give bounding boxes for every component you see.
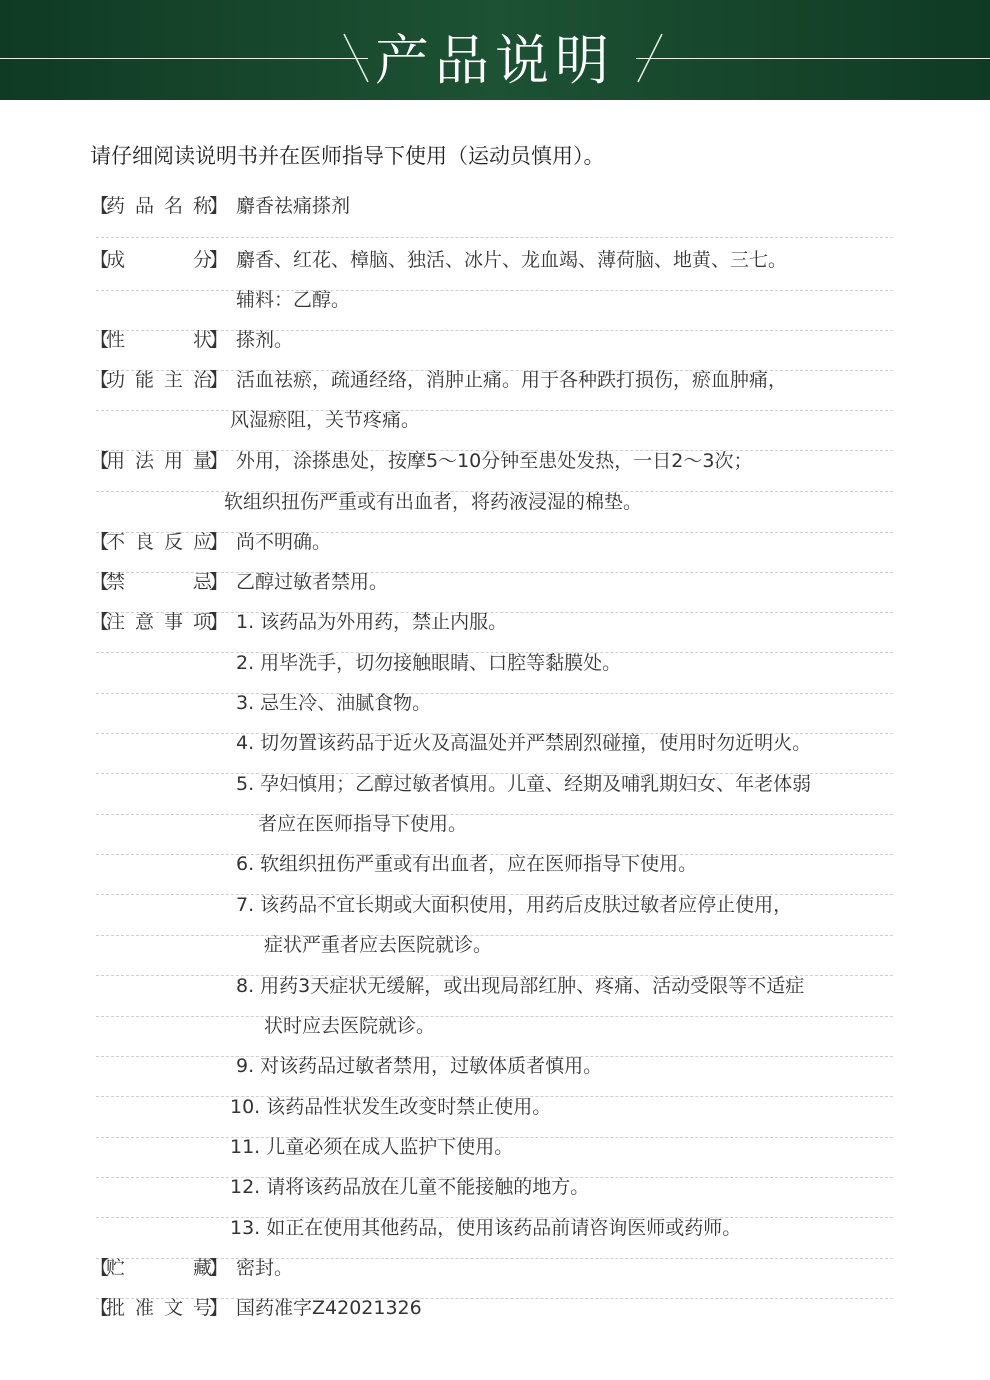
- spec-value: 麝香祛痛搽剂: [236, 195, 351, 217]
- row-divider: [96, 410, 893, 411]
- spec-value: 辅料：乙醇。: [236, 289, 351, 311]
- spec-value: 12. 请将该药品放在儿童不能接触的地方。: [230, 1176, 590, 1198]
- spec-value: 1. 该药品为外用药，禁止内服。: [236, 611, 508, 633]
- spec-value: 风湿瘀阻，关节疼痛。: [230, 409, 421, 431]
- header-banner: [0, 0, 990, 100]
- spec-value: 者应在医师指导下使用。: [258, 813, 468, 835]
- spec-value: 外用，涂搽患处，按摩5～10分钟至患处发热，一日2～3次；: [236, 450, 753, 472]
- row-divider: [96, 814, 893, 815]
- spec-value: 2. 用毕洗手，切勿接触眼睛、口腔等黏膜处。: [236, 652, 622, 674]
- spec-value: 9. 对该药品过敏者禁用，过敏体质者慎用。: [236, 1055, 603, 1077]
- intro-text: 请仔细阅读说明书并在医师指导下使用（运动员慎用）。: [90, 144, 605, 168]
- spec-value: 麝香、红花、樟脑、独活、冰片、龙血竭、薄荷脑、地黄、三七。: [236, 249, 788, 271]
- spec-value: 国药准字Z42021326: [236, 1297, 422, 1319]
- spec-value: 8. 用药3天症状无缓解，或出现局部红肿、疼痛、活动受限等不适症: [236, 975, 805, 997]
- spec-value: 10. 该药品性状发生改变时禁止使用。: [230, 1096, 552, 1118]
- spec-value: 4. 切勿置该药品于近火及高温处并严禁剧烈碰撞，使用时勿近明火。: [236, 732, 812, 754]
- spec-value: 软组织扭伤严重或有出血者，将药液浸湿的棉垫。: [224, 491, 643, 513]
- spec-value: 密封。: [236, 1257, 294, 1279]
- row-divider: [96, 237, 893, 238]
- row-divider: [96, 935, 893, 936]
- row-divider: [96, 1016, 893, 1017]
- spec-value: 6. 软组织扭伤严重或有出血者，应在医师指导下使用。: [236, 853, 698, 875]
- spec-value: 症状严重者应去医院就诊。: [264, 934, 493, 956]
- spec-value: 7. 该药品不宜长期或大面积使用，用药后皮肤过敏者应停止使用，: [236, 894, 793, 916]
- spec-value: 搽剂。: [236, 329, 294, 351]
- page-title: 产品说明: [375, 29, 615, 92]
- row-divider: [96, 693, 893, 694]
- spec-value: 乙醇过敏者禁用。: [236, 571, 389, 593]
- spec-value: 3. 忌生冷、油腻食物。: [236, 692, 432, 714]
- spec-value: 13. 如正在使用其他药品，使用该药品前请咨询医师或药师。: [230, 1217, 742, 1239]
- spec-value: 状时应去医院就诊。: [264, 1015, 436, 1037]
- spec-value: 活血祛瘀，疏通经络，消肿止痛。用于各种跌打损伤，瘀血肿痛，: [236, 369, 788, 391]
- row-divider: [96, 290, 893, 291]
- spec-value: 11. 儿童必须在成人监护下使用。: [230, 1136, 514, 1158]
- spec-value: 尚不明确。: [236, 531, 332, 553]
- spec-value: 5. 孕妇慎用；乙醇过敏者慎用。儿童、经期及哺乳期妇女、年老体弱: [236, 773, 812, 795]
